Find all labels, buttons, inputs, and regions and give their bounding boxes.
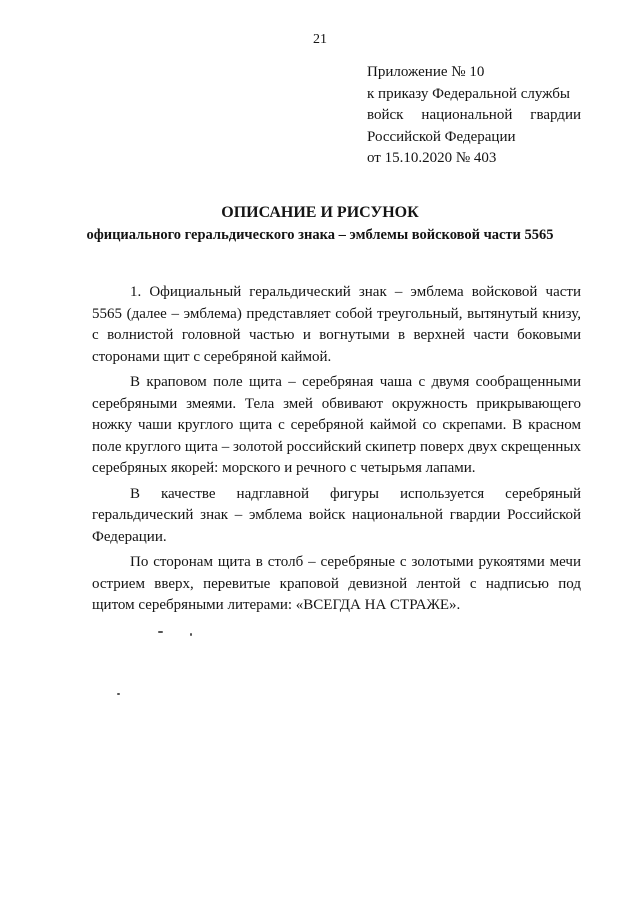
appendix-line: войск национальной гвардии <box>367 107 581 123</box>
paragraph: По сторонам щита в столб – серебряные с золотыми рукоятями мечи острием вверх, перевитые краповой девизной лентой с надписью под щитом серебряными литерами: «ВСЕГДА НА СТРАЖЕ». <box>92 554 581 613</box>
appendix-line: Российской Федерации <box>367 128 516 145</box>
scan-speck <box>117 693 120 695</box>
body-text <box>92 282 581 621</box>
document-title: ОПИСАНИЕ И РИСУНОК <box>221 204 419 221</box>
paragraph: В качестве надглавной фигуры используется серебряный геральдический знак – эмблема войск национальной гвардии Российской Федерации. <box>92 485 581 545</box>
appendix-line: от 15.10.2020 № 403 <box>367 150 497 166</box>
appendix-line: Приложение № 10 <box>367 64 485 80</box>
paragraph: В краповом поле щита – серебряная чаша с двумя сообращенными серебряными змеями. Тела змей обвивают окружность прикрывающего ножку чаши круглого щита с серебряной каймой со скрепами. В красном поле круглого щита – золотой российский скипетр поверх двух скрещенных серебряных якорей: морского и речного с четырьмя лапами. <box>92 374 581 476</box>
paragraph: 1. Официальный геральдический знак – эмблема войсковой части 5565 (далее – эмблема) представляет собой треугольный, вытянутый книзу, с волнистой головной частью и вогнутыми в верхней части боковыми сторонами щит с серебряной каймой. <box>92 284 581 365</box>
document-subtitle: официального геральдического знака – эмблемы войсковой части 5565 <box>86 227 554 243</box>
scan-speck <box>190 633 192 636</box>
appendix-line: к приказу Федеральной службы <box>367 85 571 102</box>
scan-speck <box>158 631 163 633</box>
appendix-block <box>367 62 581 170</box>
page-number: 21 <box>313 32 327 47</box>
